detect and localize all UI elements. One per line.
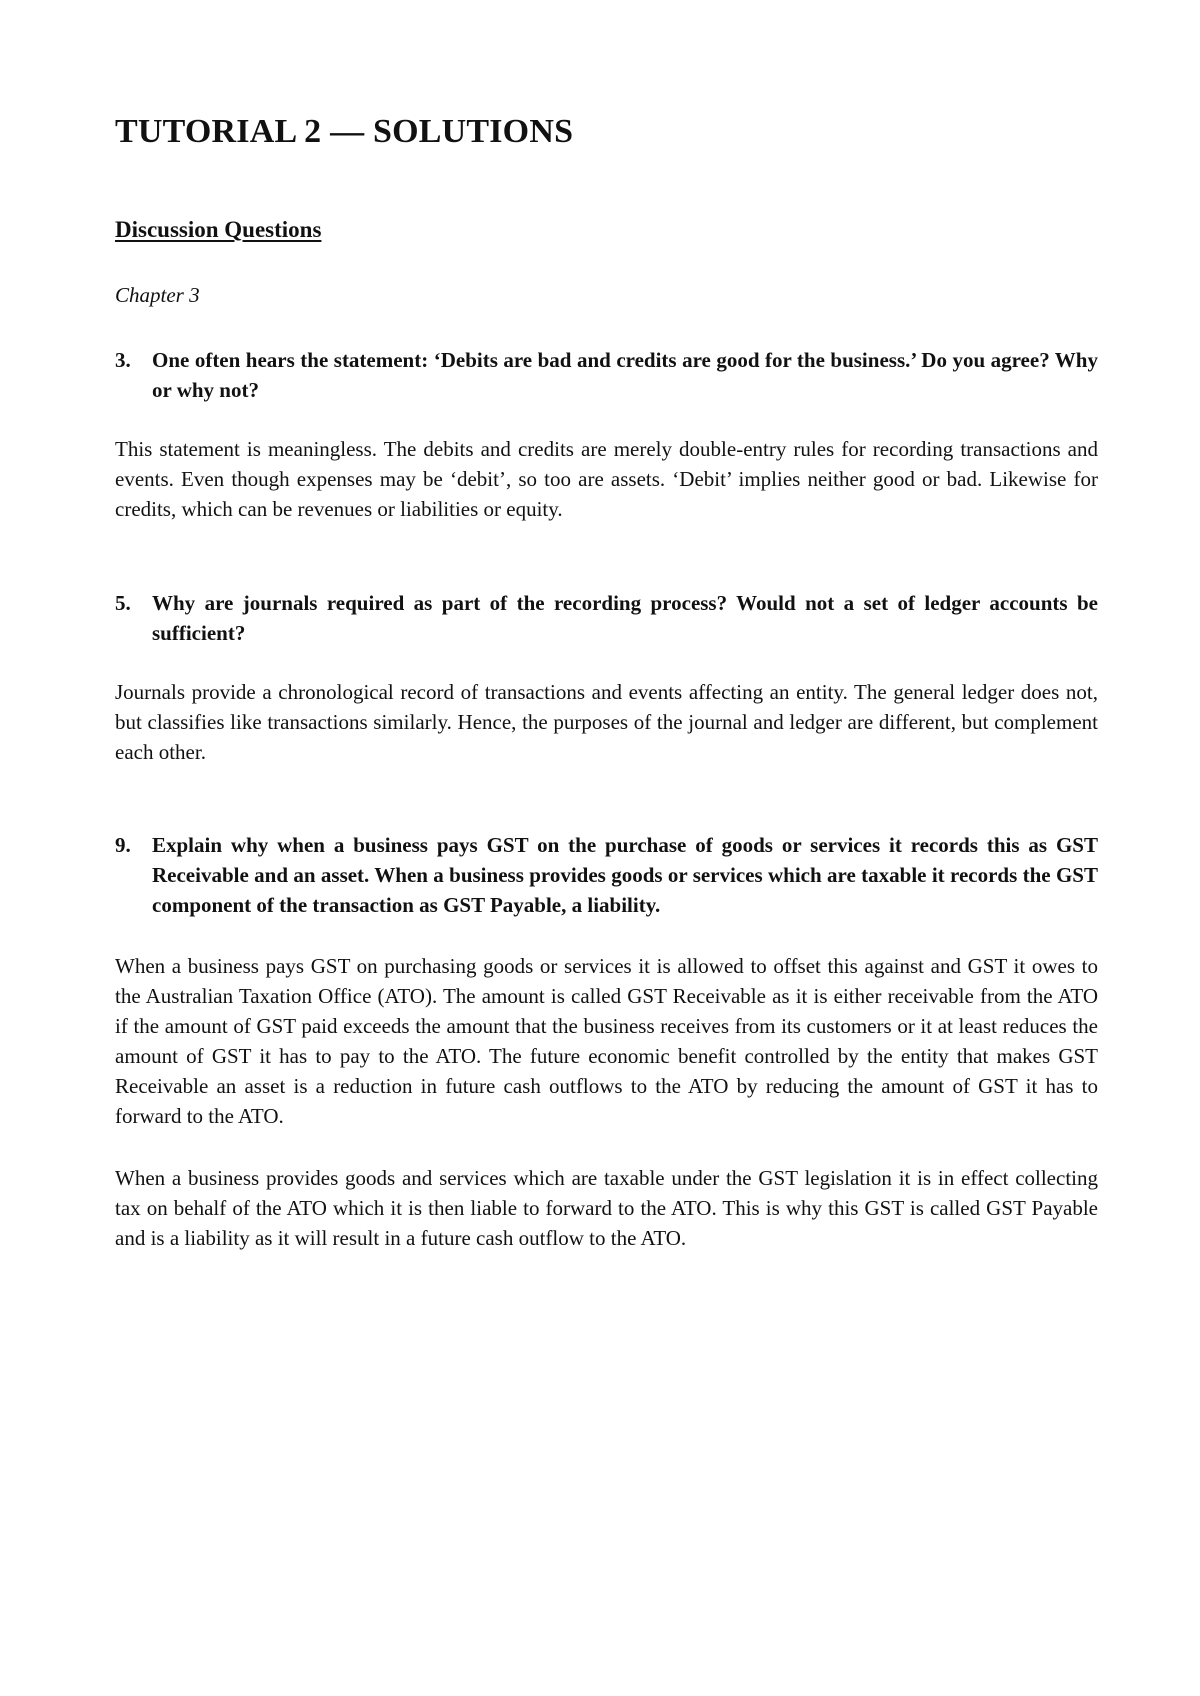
question-5 xyxy=(115,588,1098,648)
question-number: 3. xyxy=(115,348,131,372)
answer-paragraph: This statement is meaningless. The debits and credits are merely double-entry rules for recording transactions and events. Even though expenses may be ‘debit’, so too are assets. ‘Debit’ implies neither good or bad. Likewise for credits, which can be revenues or liabilities or equity. xyxy=(115,437,1098,521)
answer-paragraph: When a business provides goods and services which are taxable under the GST legislation it is in effect collecting tax on behalf of the ATO which it is then liable to forward to the ATO. This is why this GST is called GST Payable and is a liability as it will result in a future cash outflow to the ATO. xyxy=(115,1166,1098,1250)
chapter-label: Chapter 3 xyxy=(115,283,200,307)
question-text: Why are journals required as part of the recording process? Would not a set of ledger accounts be sufficient? xyxy=(152,591,1098,645)
question-number: 5. xyxy=(115,591,131,615)
question-3 xyxy=(115,345,1098,405)
answer-paragraph: Journals provide a chronological record of transactions and events affecting an entity. The general ledger does not, but classifies like transactions similarly. Hence, the purposes of the journal and ledger are different, but complement each other. xyxy=(115,680,1098,764)
section-heading: Discussion Questions xyxy=(115,217,322,242)
question-number: 9. xyxy=(115,833,131,857)
question-9 xyxy=(115,830,1098,920)
document-title: TUTORIAL 2 — SOLUTIONS xyxy=(115,113,574,150)
question-text: One often hears the statement: ‘Debits are bad and credits are good for the business.’ Do you agree? Why or why not? xyxy=(152,348,1098,402)
answer-paragraph: When a business pays GST on purchasing goods or services it is allowed to offset this against and GST it owes to the Australian Taxation Office (ATO). The amount is called GST Receivable as it is either receivable from the ATO if the amount of GST paid exceeds the amount that the business receives from its customers or it at least reduces the amount of GST it has to pay to the ATO. The future economic benefit controlled by the entity that makes GST Receivable an asset is a reduction in future cash outflows to the ATO by reducing the amount of GST it has to forward to the ATO. xyxy=(115,954,1098,1128)
question-text: Explain why when a business pays GST on the purchase of goods or services it records this as GST Receivable and an asset. When a business provides goods or services which are taxable it records the GST component of the transaction as GST Payable, a liability. xyxy=(152,833,1098,917)
